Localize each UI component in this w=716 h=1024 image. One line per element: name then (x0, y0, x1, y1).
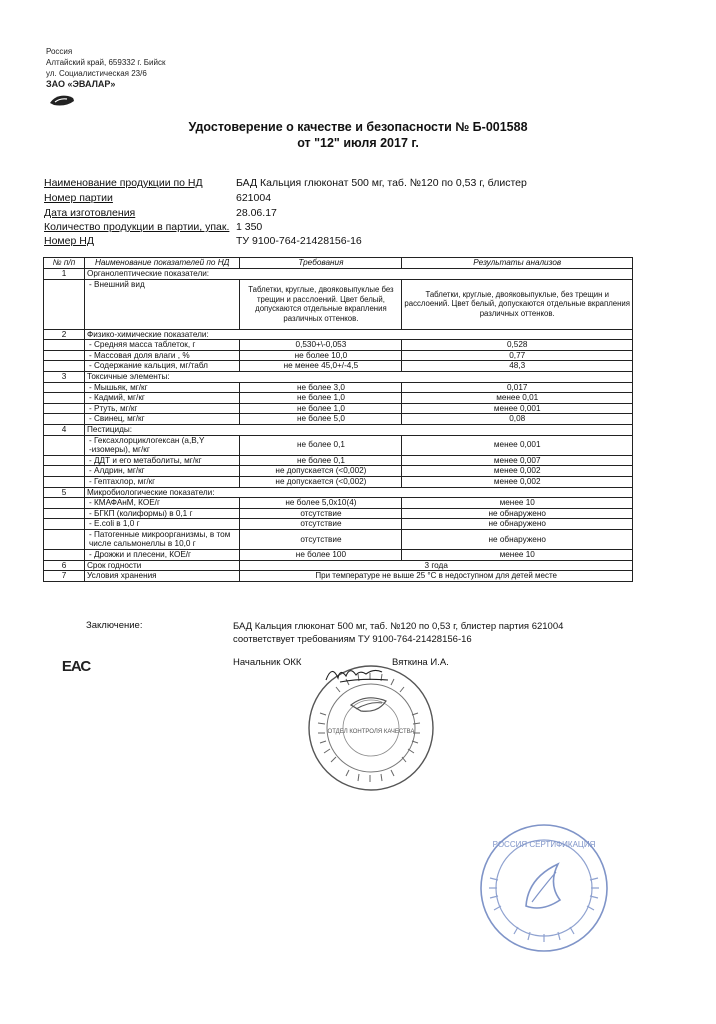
indicator-name: - Патогенные микроорганизмы, в том числе сальмонеллы в 10,0 г (85, 529, 240, 549)
requirement-value: отсутствие (240, 529, 402, 549)
section-title: Срок годности (85, 560, 240, 571)
table-section-row (44, 560, 633, 571)
section-title: Микробиологические показатели: (85, 487, 633, 498)
info-value: ТУ 9100-764-21428156-16 (236, 235, 362, 247)
result-value: менее 0,007 (402, 455, 633, 466)
result-value: менее 10 (402, 550, 633, 561)
indicator-name: - Массовая доля влаги , % (85, 350, 240, 361)
requirement-value: не более 1,0 (240, 403, 402, 414)
table-row (44, 466, 633, 477)
table-row (44, 550, 633, 561)
requirement-value: не более 0,1 (240, 455, 402, 466)
table-row (44, 529, 633, 549)
requirement-value: не более 0,1 (240, 435, 402, 455)
table-section-row (44, 424, 633, 435)
indicator-name: - Мышьяк, мг/кг (85, 382, 240, 393)
table-row (44, 403, 633, 414)
section-title: Пестициды: (85, 424, 633, 435)
signatory-title: Начальник ОКК (233, 657, 302, 668)
requirement-value: отсутствие (240, 508, 402, 519)
result-value: 0,08 (402, 414, 633, 425)
requirement-value: отсутствие (240, 519, 402, 530)
eac-mark-icon (61, 654, 91, 676)
info-row-date (44, 207, 277, 220)
signatory-name: Вяткина И.А. (392, 657, 449, 668)
stamp-text: РОССИЯ СЕРТИФИКАЦИЯ (492, 840, 596, 849)
indicator-name: - Средняя масса таблеток, г (85, 340, 240, 351)
indicator-name: - ДДТ и его метаболиты, мг/кг (85, 455, 240, 466)
result-value: не обнаружено (402, 508, 633, 519)
info-label: Наименование продукции по НД (44, 177, 203, 189)
indicator-name: - E.coli в 1,0 г (85, 519, 240, 530)
table-row (44, 519, 633, 530)
col-indicator: Наименование показателей по НД (85, 258, 240, 269)
result-value: менее 0,01 (402, 393, 633, 404)
requirement-value: Таблетки, круглые, двояковыпуклые без трещин и расслоений. Цвет белый, допускаются отдельные вкрапления различных оттенков. (240, 279, 402, 329)
table-section-row (44, 329, 633, 340)
result-value: менее 0,001 (402, 403, 633, 414)
info-row-batch (44, 192, 271, 205)
result-value: 0,017 (402, 382, 633, 393)
indicator-name: - БГКП (колиформы) в 0,1 г (85, 508, 240, 519)
table-row (44, 498, 633, 509)
col-results: Результаты анализов (402, 258, 633, 269)
table-row (44, 382, 633, 393)
table-row (44, 340, 633, 351)
requirement-value: не допускается (<0,002) (240, 466, 402, 477)
seal-inner-text: ОТДЕЛ КОНТРОЛЯ КАЧЕСТВА (327, 729, 415, 735)
table-row (44, 455, 633, 466)
requirement-value: не менее 45,0+/-4,5 (240, 361, 402, 372)
section-number: 2 (44, 329, 85, 340)
indicator-name: - КМАФАнМ, КОЕ/г (85, 498, 240, 509)
indicator-name: - Содержание кальция, мг/табл (85, 361, 240, 372)
requirement-value: не более 5,0 (240, 414, 402, 425)
result-value: 48,3 (402, 361, 633, 372)
requirement-value: не допускается (<0,002) (240, 476, 402, 487)
table-row (44, 279, 633, 329)
info-value: 28.06.17 (236, 207, 277, 219)
address-country: Россия (46, 47, 73, 56)
table-row (44, 350, 633, 361)
indicator-name: - Свинец, мг/кг (85, 414, 240, 425)
table-section-row (44, 269, 633, 280)
table-row (44, 508, 633, 519)
indicator-name: - Ртуть, мг/кг (85, 403, 240, 414)
conclusion-text (233, 620, 563, 646)
table-section-row (44, 371, 633, 382)
requirement-value: не более 3,0 (240, 382, 402, 393)
requirement-value: не более 1,0 (240, 393, 402, 404)
address-city: Алтайский край, 659332 г. Бийск (46, 58, 166, 67)
col-requirements: Требования (240, 258, 402, 269)
indicator-name: - Кадмий, мг/кг (85, 393, 240, 404)
result-value: менее 10 (402, 498, 633, 509)
certification-stamp-icon (478, 822, 610, 954)
section-number: 5 (44, 487, 85, 498)
company-name: ЗАО «ЭВАЛАР» (46, 79, 116, 89)
result-value: не обнаружено (402, 529, 633, 549)
table-section-row (44, 571, 633, 582)
table-section-row (44, 487, 633, 498)
result-value: менее 0,002 (402, 476, 633, 487)
eac-mark-text: ЕАС (61, 658, 91, 675)
requirement-value: 0,530+\-0,053 (240, 340, 402, 351)
result-value: 0,528 (402, 340, 633, 351)
col-number: № п/п (44, 258, 85, 269)
table-header-row (44, 258, 633, 269)
result-value: не обнаружено (402, 519, 633, 530)
indicator-name: - Алдрин, мг/кг (85, 466, 240, 477)
section-number: 1 (44, 269, 85, 280)
info-label: Номер НД (44, 235, 94, 247)
storage-conditions-value: При температуре не выше 25 °С в недоступном для детей месте (240, 571, 633, 582)
document-date: от "12" июля 2017 г. (297, 136, 419, 150)
result-value: менее 0,001 (402, 435, 633, 455)
indicator-name: - Внешний вид (85, 279, 240, 329)
info-label: Количество продукции в партии, упак. (44, 221, 230, 233)
requirement-value: не более 5,0х10(4) (240, 498, 402, 509)
conclusion-label: Заключение: (86, 620, 143, 631)
section-title: Условия хранения (85, 571, 240, 582)
section-number: 4 (44, 424, 85, 435)
section-number: 7 (44, 571, 85, 582)
section-title: Физико-химические показатели: (85, 329, 633, 340)
table-row (44, 435, 633, 455)
requirement-value: не более 10,0 (240, 350, 402, 361)
indicator-name: - Гептахлор, мг/кг (85, 476, 240, 487)
conclusion-line: БАД Кальция глюконат 500 мг, таб. №120 по 0,53 г, блистер партия 621004 (233, 621, 564, 632)
info-label: Дата изготовления (44, 207, 136, 219)
section-title: Органолептические показатели: (85, 269, 633, 280)
evalar-logo-icon (48, 93, 76, 107)
table-row (44, 476, 633, 487)
info-value: БАД Кальция глюконат 500 мг, таб. №120 по 0,53 г, блистер (236, 177, 527, 189)
company-address (46, 46, 165, 90)
section-title: Токсичные элементы: (85, 371, 633, 382)
indicator-name: - Гексахлорциклогексан (a,B,Y -изомеры), мг/кг (85, 435, 240, 455)
requirement-value: не более 100 (240, 550, 402, 561)
quality-table (43, 257, 633, 582)
result-value: менее 0,002 (402, 466, 633, 477)
section-number: 3 (44, 371, 85, 382)
result-value: 0,77 (402, 350, 633, 361)
info-row-quantity (44, 221, 262, 234)
shelf-life-value: 3 года (240, 560, 633, 571)
document-title: Удостоверение о качестве и безопасности № Б-001588 (188, 120, 528, 134)
info-row-nd (44, 235, 362, 248)
conclusion-line: соответствует требованиям ТУ 9100-764-21428156-16 (233, 634, 472, 645)
table-row (44, 393, 633, 404)
info-row-product (44, 177, 527, 190)
result-value: Таблетки, круглые, двояковыпуклые, без трещин и расслоений. Цвет белый, допускаются отдельные вкрапления различных оттенков. (402, 279, 633, 329)
table-row (44, 414, 633, 425)
signature-icon (322, 660, 392, 688)
info-value: 1 350 (236, 221, 263, 233)
table-row (44, 361, 633, 372)
indicator-name: - Дрожжи и плесени, КОЕ/г (85, 550, 240, 561)
info-value: 621004 (236, 192, 272, 204)
address-street: ул. Социалистическая 23/6 (46, 69, 147, 78)
section-number: 6 (44, 560, 85, 571)
info-label: Номер партии (44, 192, 113, 204)
